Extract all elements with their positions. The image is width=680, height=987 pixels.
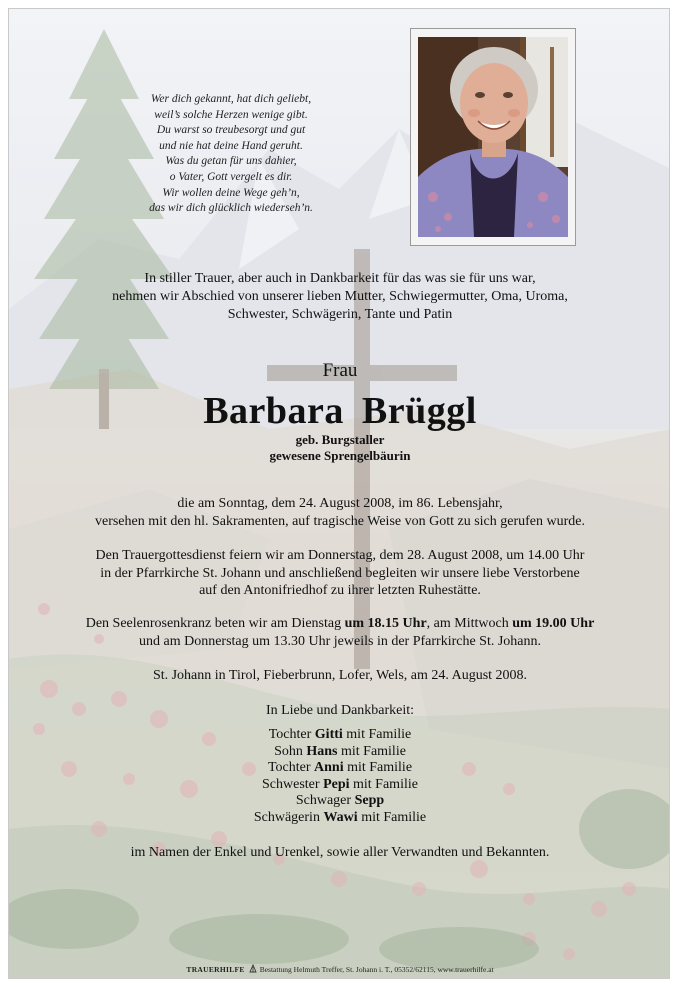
relation: Schwester bbox=[262, 776, 324, 792]
family-member bbox=[0, 777, 680, 794]
relation: Schwägerin bbox=[253, 809, 324, 825]
closing-line: im Namen der Enkel und Urenkel, sowie aller Verwandten und Bekannten. bbox=[130, 845, 550, 860]
rosary-line-1 bbox=[0, 615, 680, 633]
funeral-line: auf den Antonifriedhof zu ihrer letzten Ruhestätte. bbox=[199, 583, 481, 599]
intro-line: Schwester, Schwägerin, Tante und Patin bbox=[227, 307, 453, 323]
portrait-photo bbox=[418, 37, 568, 237]
intro-line: In stiller Trauer, aber auch in Dankbarkeit für das was sie für uns war, bbox=[144, 271, 536, 286]
funeral-line: in der Pfarrkirche St. Johann und anschließend begleiten wir unsere liebe Verstorbene bbox=[100, 565, 580, 581]
deceased-details bbox=[0, 432, 680, 464]
poem-line: das wir dich glücklich wiederseh’n. bbox=[149, 202, 313, 215]
poem-line: weil’s solche Herzen wenige gibt. bbox=[154, 108, 308, 121]
member-name: Hans bbox=[306, 743, 338, 759]
rosary-info bbox=[0, 615, 680, 650]
poem-line: und nie hat deine Hand geruht. bbox=[159, 139, 303, 152]
relation: Tochter bbox=[268, 727, 315, 742]
member-name: Sepp bbox=[354, 793, 385, 809]
footer bbox=[0, 964, 680, 974]
suffix: mit Familie bbox=[342, 727, 412, 742]
trauerhilfe-logo-icon bbox=[249, 964, 257, 973]
poem-line: o Vater, Gott vergelt es dir. bbox=[169, 170, 293, 183]
funeral-info bbox=[0, 547, 680, 600]
relation: Tochter bbox=[267, 760, 315, 776]
suffix: mit Familie bbox=[349, 776, 418, 792]
portrait-image bbox=[418, 37, 568, 237]
in-liebe-heading: In Liebe und Dankbarkeit: bbox=[265, 703, 415, 718]
death-notice bbox=[0, 495, 680, 530]
death-notice-line: die am Sonntag, dem 24. August 2008, im 86. Lebensjahr, bbox=[177, 496, 503, 511]
place-date: St. Johann in Tirol, Fieberbrunn, Lofer, Wels, am 24. August 2008. bbox=[152, 668, 528, 683]
funeral-line: Den Trauergottesdienst feiern wir am Donnerstag, dem 28. August 2008, um 14.00 Uhr bbox=[95, 548, 585, 563]
family-member bbox=[0, 810, 680, 827]
rosary-time-tuesday: um 18.15 Uhr bbox=[344, 616, 427, 631]
member-name: Wawi bbox=[323, 809, 358, 825]
maiden-name: geb. Burgstaller bbox=[295, 432, 385, 447]
rosary-time-wednesday: um 19.00 Uhr bbox=[512, 616, 595, 631]
suffix: mit Familie bbox=[357, 809, 427, 825]
member-name: Gitti bbox=[314, 727, 343, 742]
intro-text bbox=[0, 270, 680, 325]
suffix: mit Familie bbox=[343, 760, 413, 776]
poem-line: Wer dich gekannt, hat dich geliebt, bbox=[150, 93, 312, 105]
deceased-name: Barbara Brüggl bbox=[203, 390, 477, 432]
member-name: Pepi bbox=[323, 776, 350, 792]
family-member bbox=[0, 793, 680, 810]
poem-line: Wir wollen deine Wege geh’n, bbox=[162, 186, 300, 199]
family-list bbox=[0, 727, 680, 827]
rosary-line-2: und am Donnerstag um 13.30 Uhr jeweils in der Pfarrkirche St. Johann. bbox=[138, 633, 542, 649]
family-member bbox=[0, 760, 680, 777]
footer-text: Bestattung Helmuth Treffer, St. Johann i. T., 05352/62115, www.trauerhilfe.at bbox=[259, 965, 494, 974]
poem-line: Du warst so treubesorgt und gut bbox=[156, 124, 306, 137]
rosary-text: , am Mittwoch bbox=[426, 616, 513, 631]
intro-line: nehmen wir Abschied von unserer lieben Mutter, Schwiegermutter, Oma, Uroma, bbox=[112, 289, 568, 305]
suffix: mit Familie bbox=[337, 743, 406, 759]
death-notice-line: versehen mit den hl. Sakramenten, auf tragische Weise von Gott zu sich gerufen wurde. bbox=[94, 513, 585, 529]
portrait-frame bbox=[410, 28, 576, 246]
family-member bbox=[0, 744, 680, 761]
relation: Sohn bbox=[274, 743, 307, 759]
rosary-text: Den Seelenrosenkranz beten wir am Dienstag bbox=[85, 616, 345, 631]
family-member bbox=[0, 727, 680, 744]
footer-brand: TRAUERHILFE bbox=[186, 965, 245, 974]
poem bbox=[116, 92, 346, 217]
poem-line: Was du getan für uns dahier, bbox=[165, 155, 297, 168]
occupation: gewesene Sprengelbäurin bbox=[269, 448, 411, 463]
relation: Schwager bbox=[295, 793, 355, 809]
member-name: Anni bbox=[314, 760, 344, 776]
salutation: Frau bbox=[322, 360, 358, 381]
